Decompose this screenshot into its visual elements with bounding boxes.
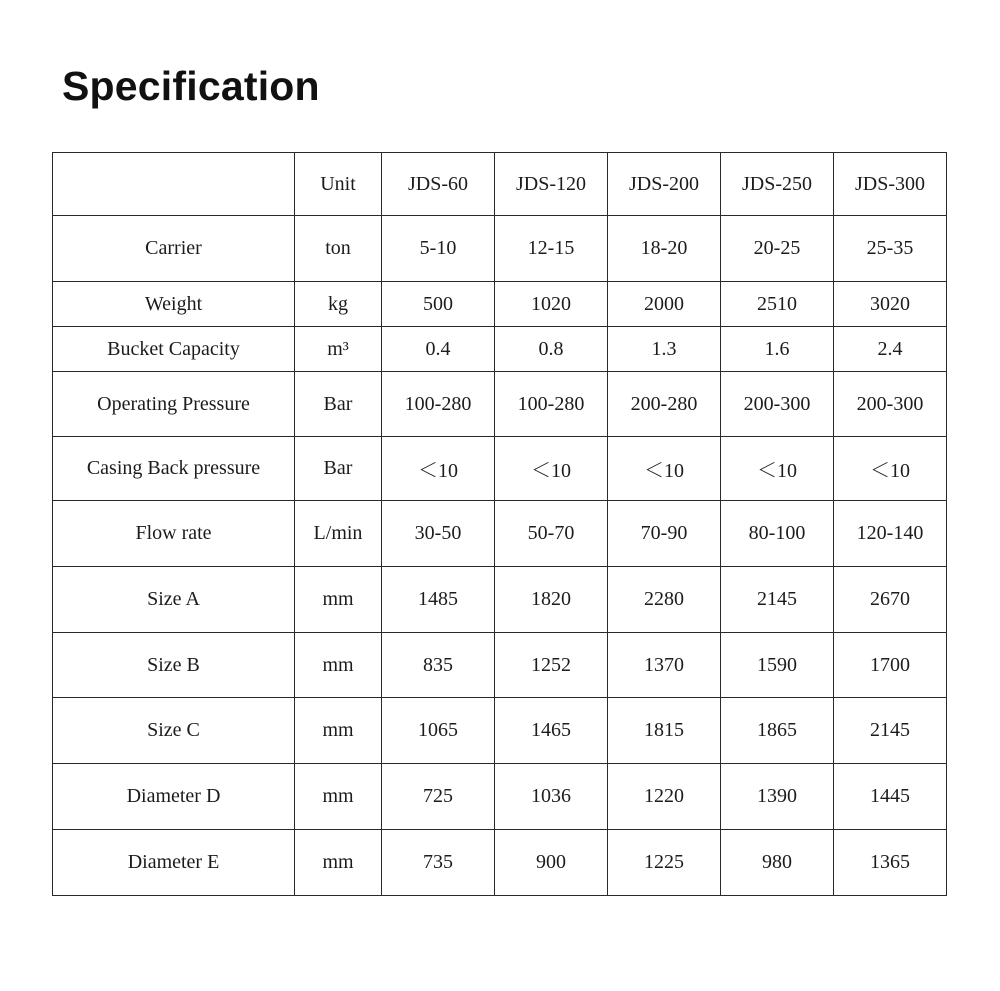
- table-row-size-c: [53, 698, 947, 764]
- table-cell: 30-50: [382, 501, 495, 567]
- table-cell: 120-140: [834, 501, 947, 567]
- row-label: Diameter E: [53, 830, 295, 896]
- header-cell-unit: Unit: [295, 153, 382, 216]
- table-row-size-b: [53, 633, 947, 698]
- header-cell-model: JDS-120: [495, 153, 608, 216]
- row-unit: Bar: [295, 437, 382, 501]
- table-cell: 1700: [834, 633, 947, 698]
- table-cell: 18-20: [608, 216, 721, 282]
- table-cell: 5-10: [382, 216, 495, 282]
- table-cell: 1225: [608, 830, 721, 896]
- table-cell: 2280: [608, 567, 721, 633]
- row-label: Carrier: [53, 216, 295, 282]
- table-cell: ＜10: [495, 437, 608, 501]
- table-cell: 20-25: [721, 216, 834, 282]
- table-row-casing-back-pressure: [53, 437, 947, 501]
- row-label: Bucket Capacity: [53, 327, 295, 372]
- table-cell: 1865: [721, 698, 834, 764]
- table-cell: 200-300: [834, 372, 947, 437]
- row-unit: Bar: [295, 372, 382, 437]
- row-unit: mm: [295, 567, 382, 633]
- table-cell: 70-90: [608, 501, 721, 567]
- header-row: [53, 153, 947, 216]
- header-cell-model: JDS-200: [608, 153, 721, 216]
- table-cell: 50-70: [495, 501, 608, 567]
- table-cell: 80-100: [721, 501, 834, 567]
- table-row-size-a: [53, 567, 947, 633]
- table-cell: 1370: [608, 633, 721, 698]
- row-unit: mm: [295, 633, 382, 698]
- table-cell: 3020: [834, 282, 947, 327]
- table-cell: 1036: [495, 764, 608, 830]
- specification-table: [52, 152, 947, 896]
- row-unit: mm: [295, 764, 382, 830]
- row-unit: mm: [295, 698, 382, 764]
- table-cell: 0.8: [495, 327, 608, 372]
- table-cell: 1485: [382, 567, 495, 633]
- table-cell: ＜10: [608, 437, 721, 501]
- table-cell: 1220: [608, 764, 721, 830]
- row-label: Size A: [53, 567, 295, 633]
- table-cell: 1465: [495, 698, 608, 764]
- table-cell: 2000: [608, 282, 721, 327]
- row-label: Flow rate: [53, 501, 295, 567]
- table-cell: 2145: [721, 567, 834, 633]
- table-cell: 1.6: [721, 327, 834, 372]
- table-cell: 500: [382, 282, 495, 327]
- table-cell: 2145: [834, 698, 947, 764]
- table-cell: 2670: [834, 567, 947, 633]
- table-cell: 735: [382, 830, 495, 896]
- row-unit: kg: [295, 282, 382, 327]
- table-row-diameter-d: [53, 764, 947, 830]
- row-label: Operating Pressure: [53, 372, 295, 437]
- table-row-bucket-capacity: [53, 327, 947, 372]
- row-label: Weight: [53, 282, 295, 327]
- row-unit: m³: [295, 327, 382, 372]
- table-cell: 725: [382, 764, 495, 830]
- row-unit: ton: [295, 216, 382, 282]
- table-cell: 100-280: [495, 372, 608, 437]
- table-cell: 1820: [495, 567, 608, 633]
- header-cell-model: JDS-300: [834, 153, 947, 216]
- table-cell: 1065: [382, 698, 495, 764]
- row-unit: L/min: [295, 501, 382, 567]
- table-cell: ＜10: [382, 437, 495, 501]
- table-cell: 835: [382, 633, 495, 698]
- table-cell: 200-280: [608, 372, 721, 437]
- table-cell: 100-280: [382, 372, 495, 437]
- row-label: Casing Back pressure: [53, 437, 295, 501]
- table-cell: 200-300: [721, 372, 834, 437]
- table-cell: 1815: [608, 698, 721, 764]
- table-cell: 2510: [721, 282, 834, 327]
- table-row-weight: [53, 282, 947, 327]
- table-cell: 1365: [834, 830, 947, 896]
- table-cell: 900: [495, 830, 608, 896]
- header-cell-model: JDS-60: [382, 153, 495, 216]
- table-row-carrier: [53, 216, 947, 282]
- row-unit: mm: [295, 830, 382, 896]
- table-cell: 1445: [834, 764, 947, 830]
- table-cell: 980: [721, 830, 834, 896]
- table-cell: ＜10: [834, 437, 947, 501]
- table-cell: 1590: [721, 633, 834, 698]
- row-label: Diameter D: [53, 764, 295, 830]
- table-row-operating-pressure: [53, 372, 947, 437]
- table-cell: 12-15: [495, 216, 608, 282]
- table-cell: 1390: [721, 764, 834, 830]
- header-cell-empty: [53, 153, 295, 216]
- table-cell: 25-35: [834, 216, 947, 282]
- row-label: Size C: [53, 698, 295, 764]
- table-cell: 2.4: [834, 327, 947, 372]
- table-cell: 1020: [495, 282, 608, 327]
- header-cell-model: JDS-250: [721, 153, 834, 216]
- table-cell: ＜10: [721, 437, 834, 501]
- row-label: Size B: [53, 633, 295, 698]
- table-cell: 0.4: [382, 327, 495, 372]
- page-title: Specification: [62, 63, 320, 109]
- table-row-diameter-e: [53, 830, 947, 896]
- table-cell: 1252: [495, 633, 608, 698]
- table-cell: 1.3: [608, 327, 721, 372]
- table-row-flow-rate: [53, 501, 947, 567]
